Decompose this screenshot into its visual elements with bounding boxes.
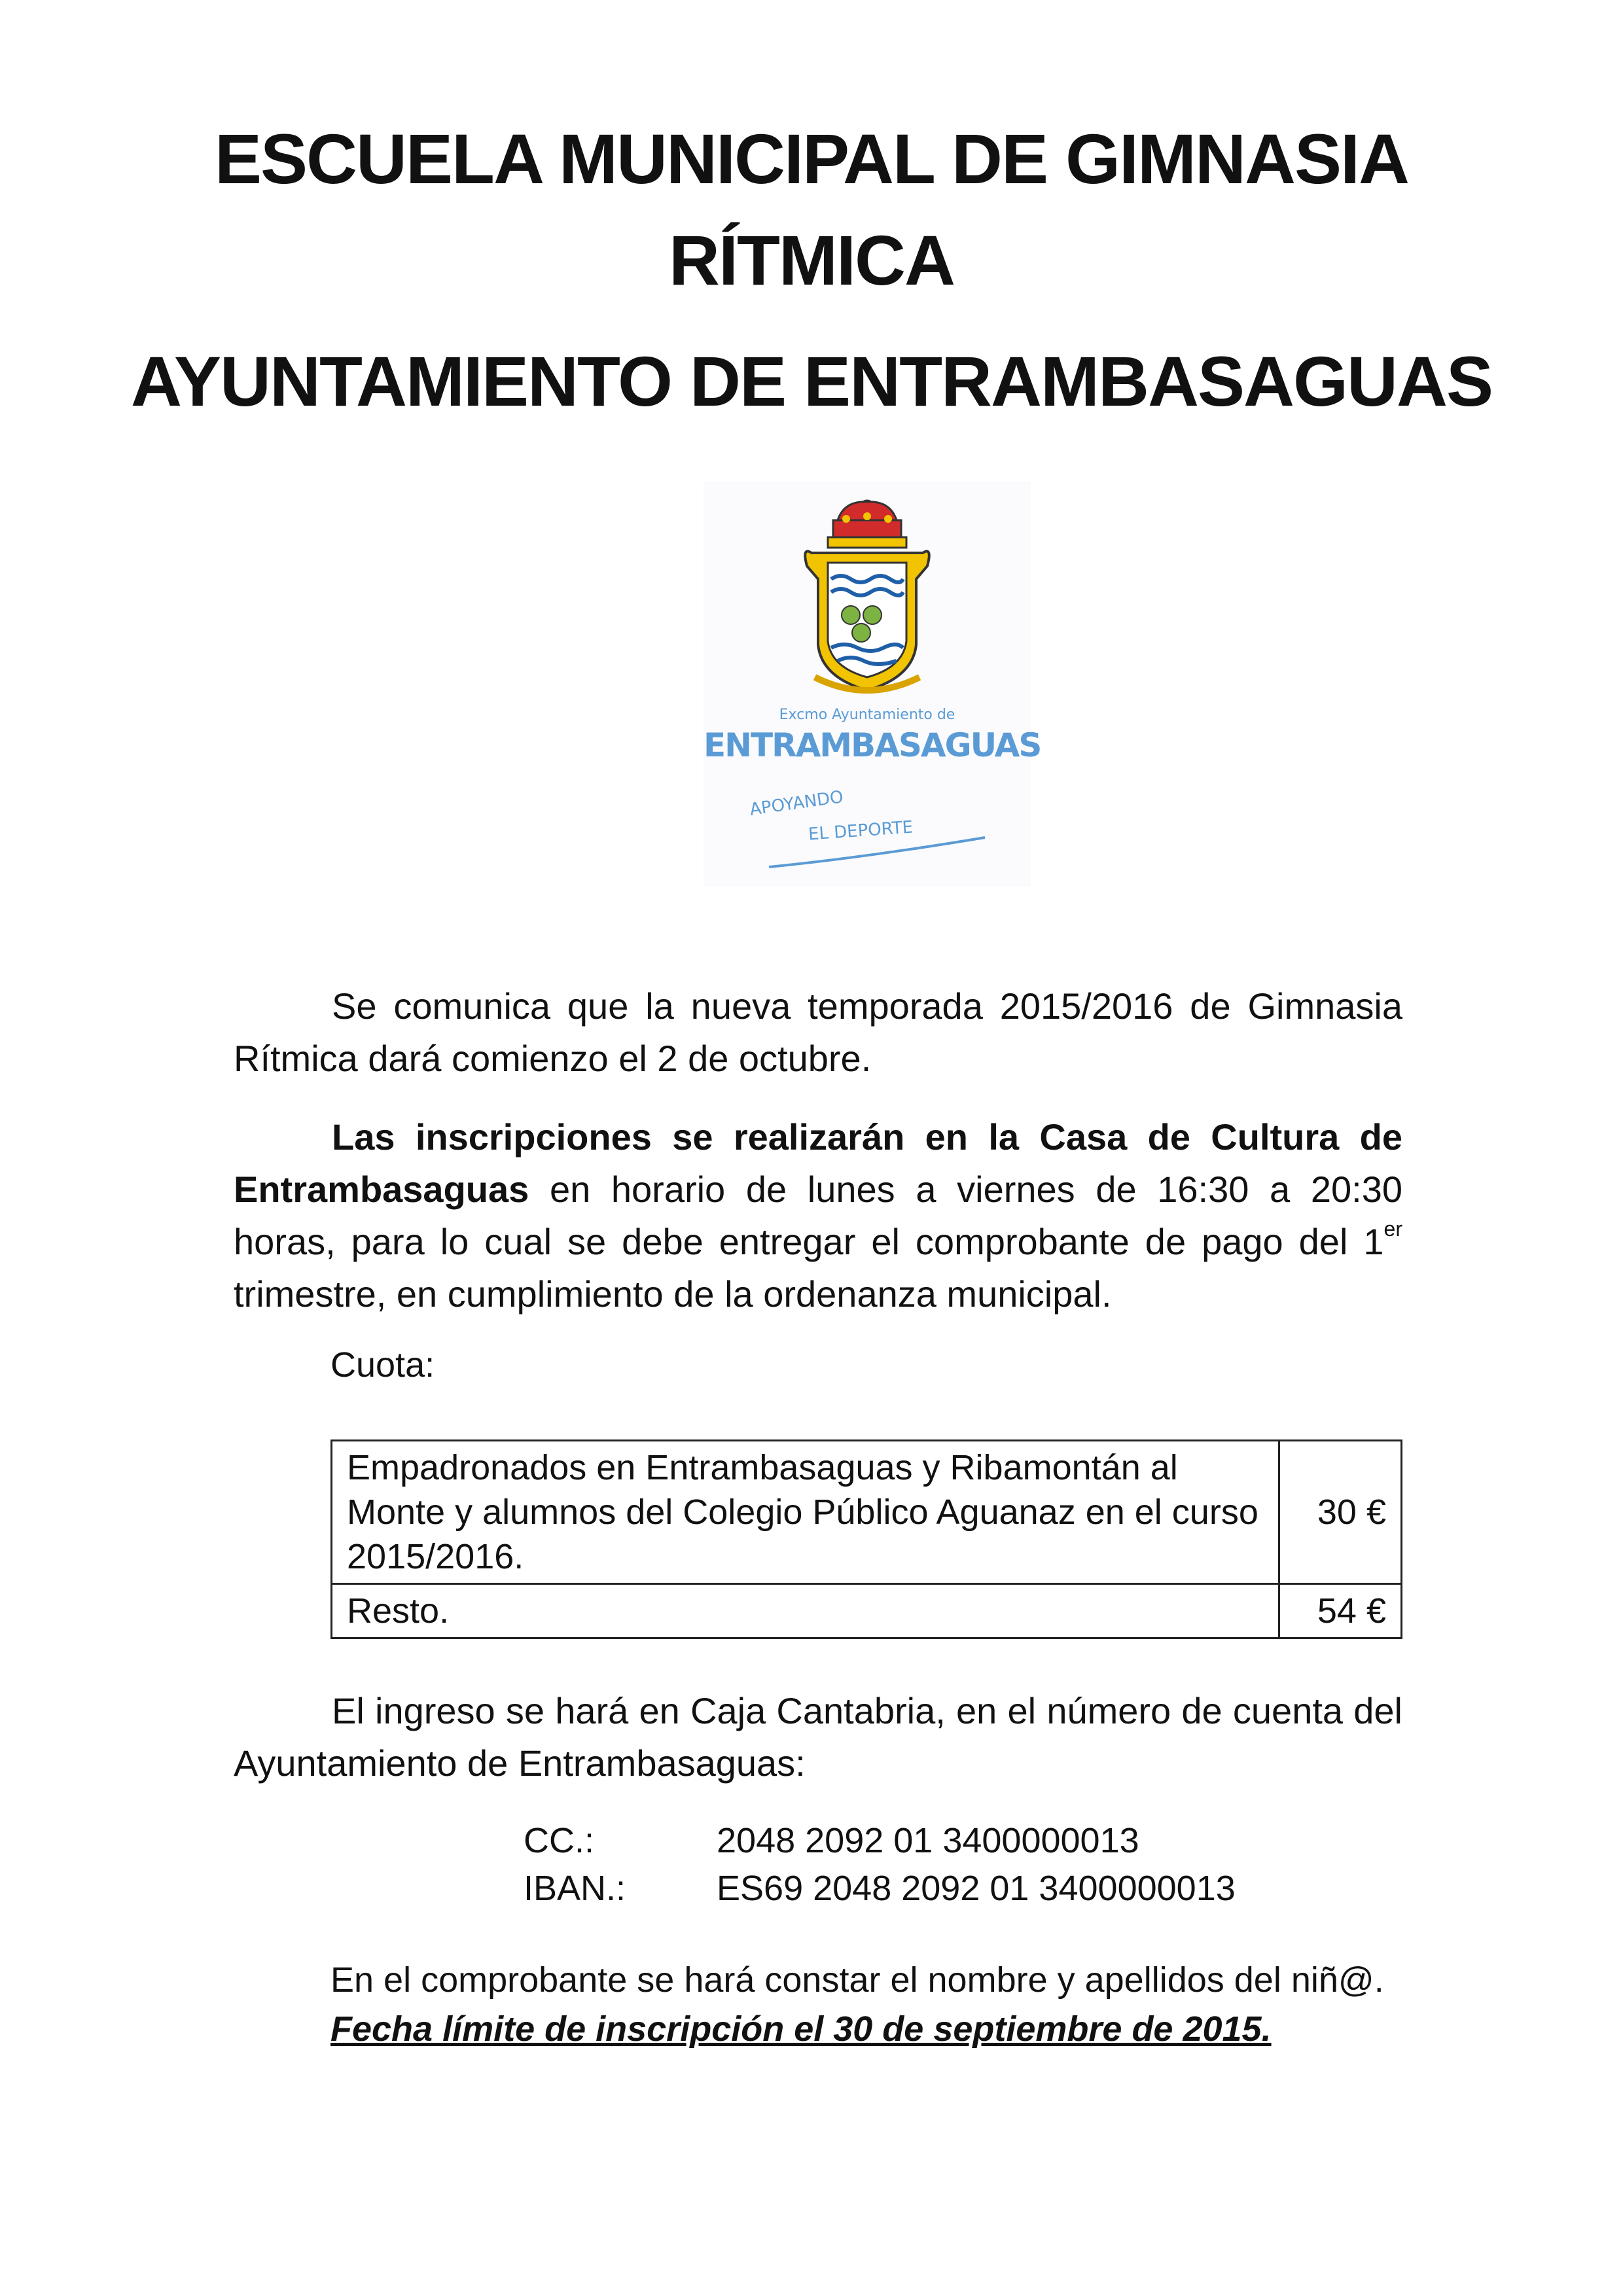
table-row xyxy=(332,1441,1402,1584)
registration-paragraph xyxy=(234,1111,1402,1320)
registration-tail: trimestre, en cumplimiento de la ordenanza municipal. xyxy=(234,1273,1112,1315)
fees-label: Cuota: xyxy=(330,1345,435,1385)
title-line-2: RÍTMICA xyxy=(669,221,954,300)
swoosh-icon xyxy=(704,481,1041,887)
cc-label: CC.: xyxy=(524,1821,594,1860)
fees-table xyxy=(330,1439,1402,1639)
logo-slogan-2: EL DEPORTE xyxy=(808,817,914,845)
iban-label: IBAN.: xyxy=(524,1869,626,1908)
deadline-text: Fecha límite de inscripción el 30 de septiembre de 2015. xyxy=(330,2009,1272,2049)
title-line-3: AYUNTAMIENTO DE ENTRAMBASAGUAS xyxy=(130,342,1493,421)
entrambasaguas-logo xyxy=(704,481,1041,887)
payment-paragraph: El ingreso se hará en Caja Cantabria, en el número de cuenta del Ayuntamiento de Entrambasaguas: xyxy=(234,1690,1402,1784)
title-line-1: ESCUELA MUNICIPAL DE GIMNASIA xyxy=(214,119,1409,198)
registration-text: en horario de lunes a viernes de 16:30 a 20:30 horas, para lo cual se debe entregar el comprobante de pago del 1 xyxy=(234,1169,1402,1262)
iban-value: ES69 2048 2092 01 3400000013 xyxy=(717,1869,1236,1908)
cc-line xyxy=(524,1820,1139,1861)
fee-amount: 54 € xyxy=(1279,1584,1402,1638)
fee-amount: 30 € xyxy=(1279,1441,1402,1584)
logo-slogan-1: APOYANDO xyxy=(748,787,845,820)
registration-bold: Las inscripciones se realizarán en la Casa de Cultura de Entrambasaguas xyxy=(234,1116,1402,1210)
registration-sup: er xyxy=(1383,1217,1402,1241)
footer-note: En el comprobante se hará constar el nombre y apellidos del niñ@. xyxy=(330,1960,1384,2000)
table-row xyxy=(332,1584,1402,1638)
logo-caption: Excmo Ayuntamiento de xyxy=(779,707,955,723)
iban-line xyxy=(524,1868,1236,1909)
cc-value: 2048 2092 01 3400000013 xyxy=(717,1821,1139,1860)
intro-paragraph: Se comunica que la nueva temporada 2015/2016 de Gimnasia Rítmica dará comienzo el 2 de octubre. xyxy=(234,985,1402,1079)
fee-description: Empadronados en Entrambasaguas y Ribamontán al Monte y alumnos del Colegio Público Aguanaz en el curso 2015/2016. xyxy=(332,1441,1279,1584)
fee-description: Resto. xyxy=(332,1584,1279,1638)
logo-wordmark: ENTRAMBASAGUAS xyxy=(704,726,1041,764)
